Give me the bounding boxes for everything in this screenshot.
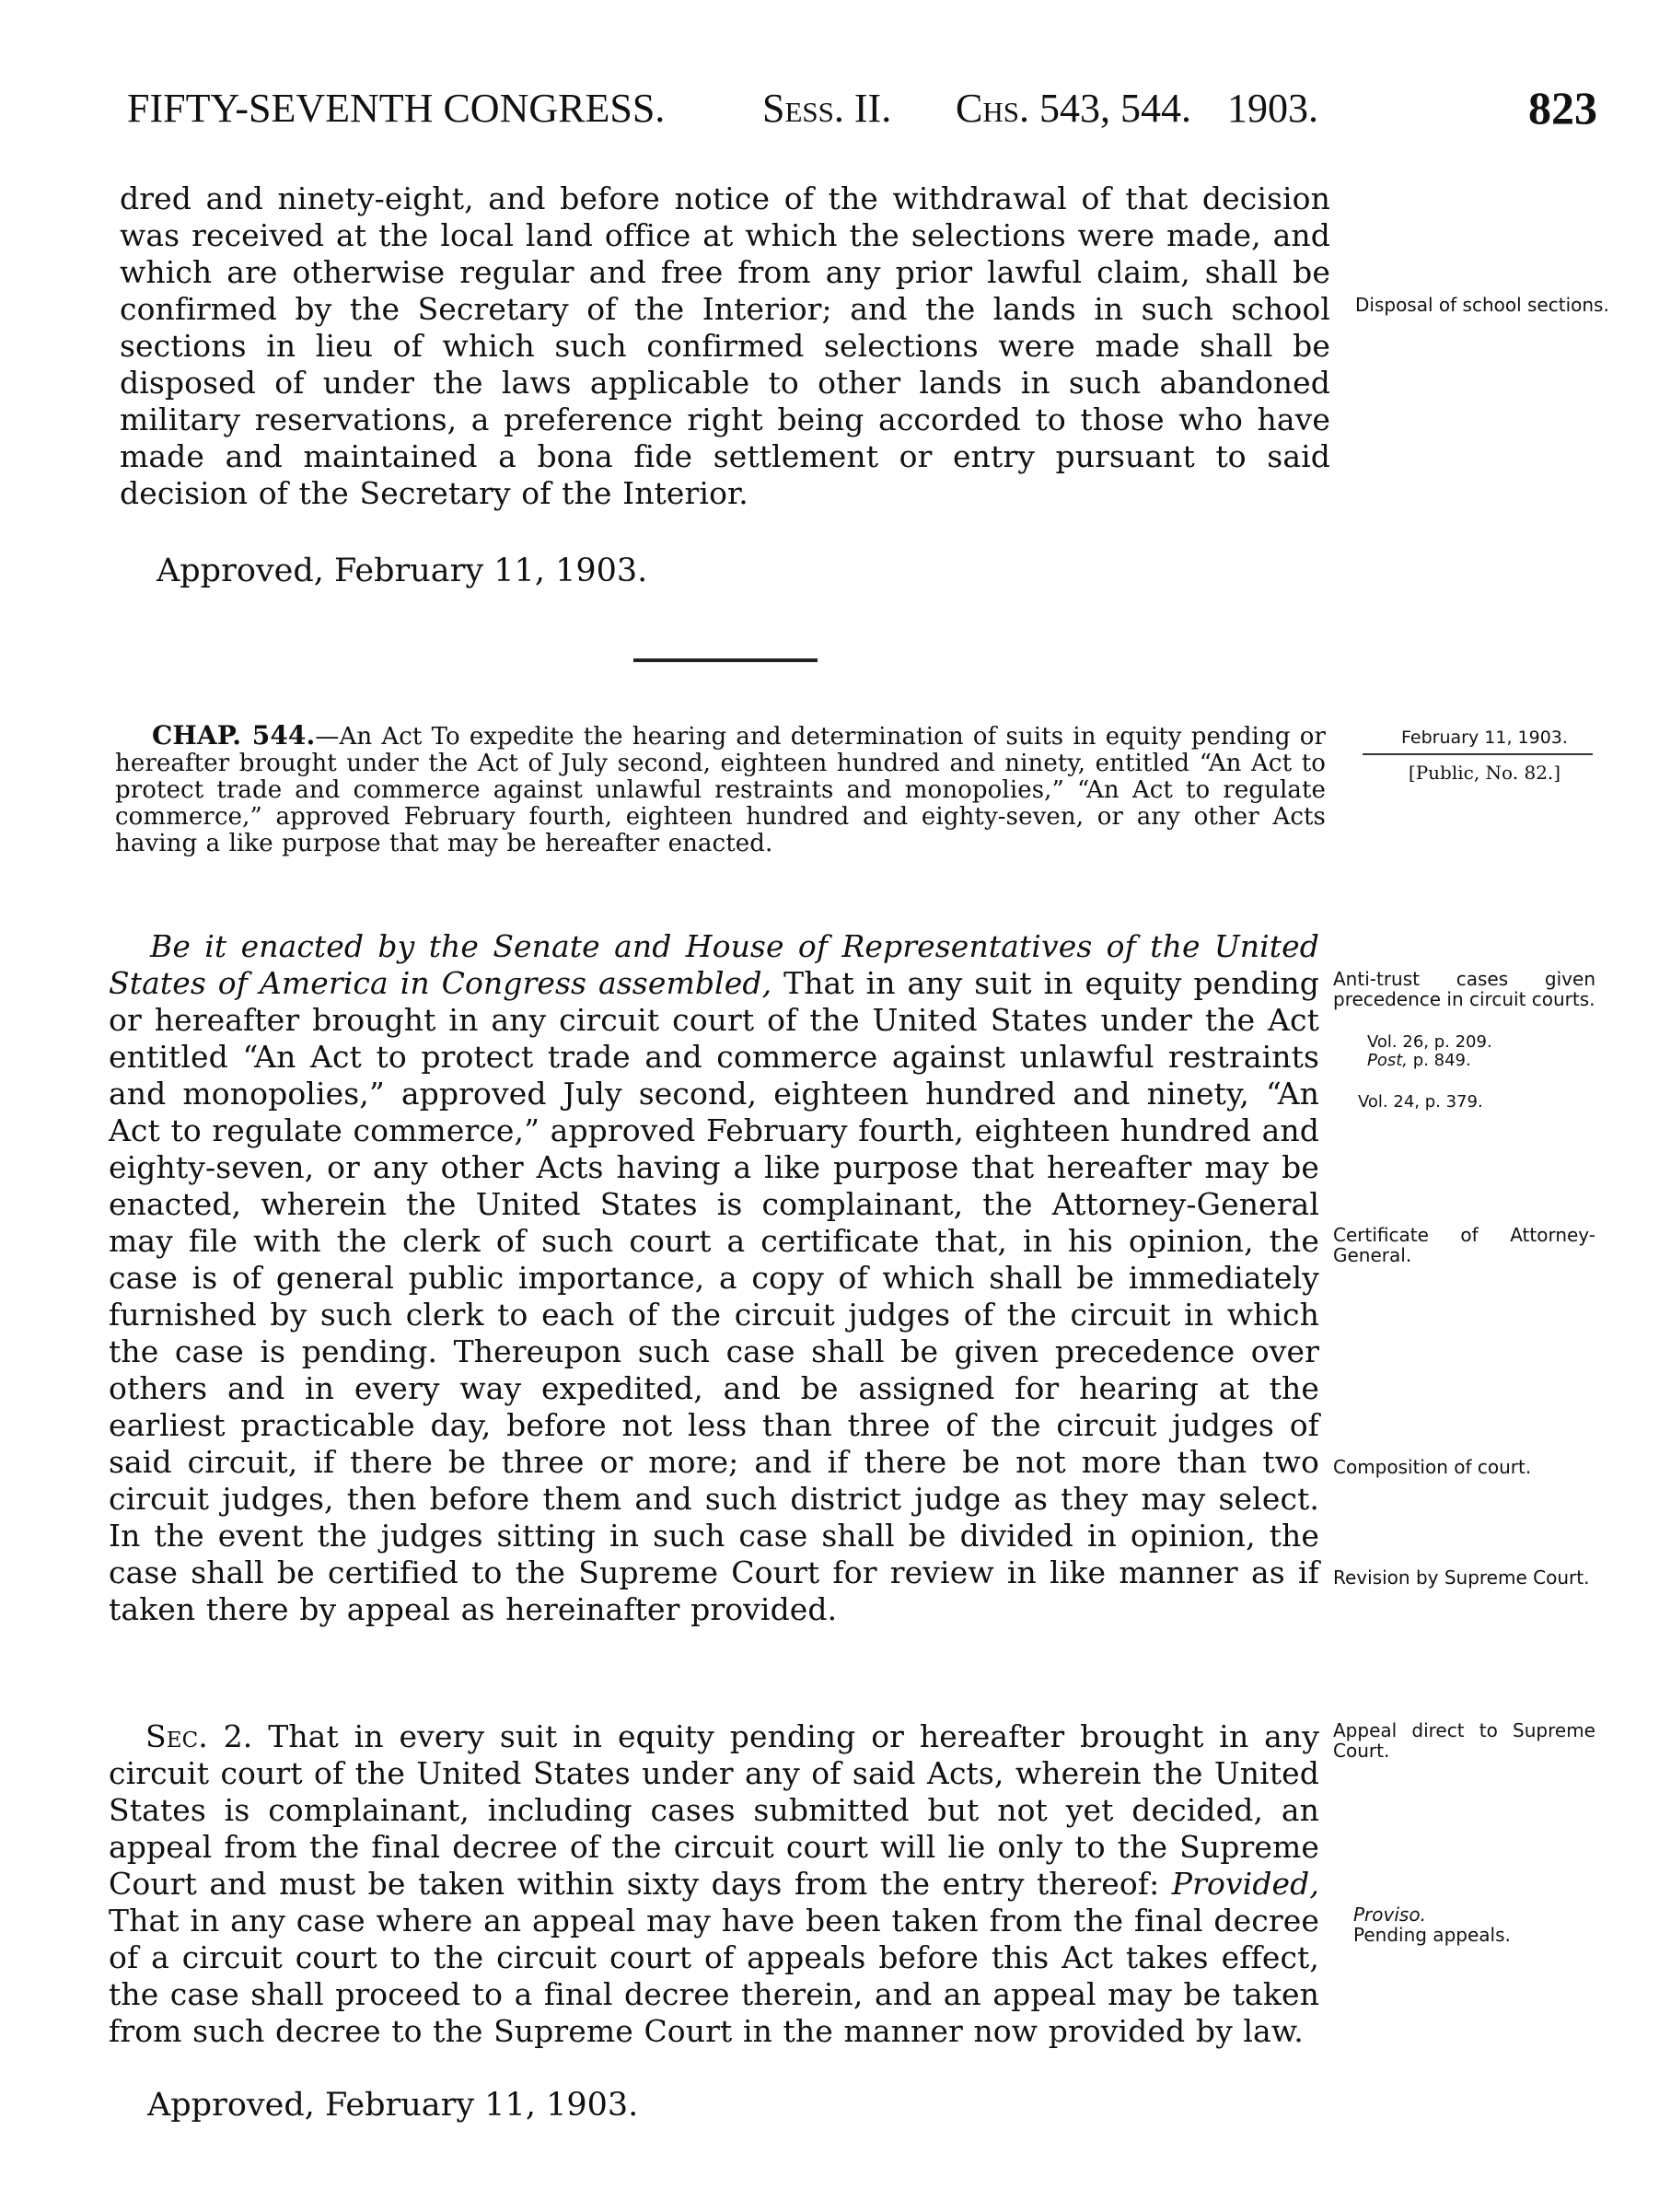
chapter-approved: Approved, February 11, 1903. <box>147 2087 639 2124</box>
section-2 <box>109 1718 1319 2050</box>
margin-note-vol26 <box>1367 1033 1505 1070</box>
proviso-label: Proviso. <box>1353 1903 1426 1926</box>
section-divider <box>633 658 818 662</box>
proviso-word: Provided, <box>1171 1866 1319 1902</box>
chapter-title: —An Act To expedite the hearing and determination of suits in equity pending or hereafter brought under the Act of July second, eighteen hundred and ninety, entitled “An Act to protect trade and commerce against unlawful restraints and monopolies,” “An Act to regulate commerce,” approved February fourth, eighteen hundred and eighty-seven, or any other Acts having a like purpose that may be hereafter enacted. <box>115 723 1327 857</box>
chapter-label: CHAP. 544. <box>152 720 316 751</box>
margin-note-revision: Revision by Supreme Court. <box>1333 1566 1590 1589</box>
running-head <box>127 82 1600 140</box>
post-ref <box>1367 1052 1505 1070</box>
enacting-clause: Be it enacted by the Senate and House of Representatives of the United States of America in Congress assembled, <box>109 928 1319 1001</box>
margin-note-date: February 11, 1903. <box>1401 728 1568 748</box>
year-label: 1903. <box>1227 86 1318 131</box>
margin-note-vol24: Vol. 24, p. 379. <box>1358 1092 1483 1112</box>
post-page: p. 849. <box>1412 1051 1471 1070</box>
page-number: 823 <box>1528 82 1597 134</box>
session-label: Sess. II. <box>762 86 892 131</box>
chapters-label: Chs. 543, 544. <box>956 86 1191 131</box>
congress-title: FIFTY-SEVENTH CONGRESS. <box>127 86 666 131</box>
continuation-approved: Approved, February 11, 1903. <box>157 553 648 589</box>
margin-note-proviso <box>1353 1904 1537 1945</box>
section-1-text: That in any suit in equity pending or hereafter brought in any circuit court of the United States under the Act entitled “An Act to protect trade and commerce against unlawful restraints and monopolies,” approved July second, eighteen hundred and ninety, “An Act to regulate commerce,” approved February fourth, eighteen hundred and eighty-seven, or any other Acts having a like purpose that hereafter may be enacted, wherein the United States is complainant, the Attorney-General may file with the clerk of such court a certificate that, in his opinion, the case is of general public importance, a copy of which shall be immediately furnished by such clerk to each of the circuit judges of the circuit in which the case is pending. Thereupon such case shall be given precedence over others and in every way expedited, and be assigned for hearing at the earliest practicable day, before not less than three of the circuit judges of said circuit, if there be three or more; and if there be not more than two circuit judges, then before them and such district judge as they may select. In the event the judges sitting in such case shall be divided in opinion, the case shall be certified to the Supreme Court for review in like manner as if taken there by appeal as hereinafter provided. <box>109 965 1320 1627</box>
section-1 <box>109 928 1319 1628</box>
chapter-heading <box>115 722 1326 857</box>
section-2-label: Sec. 2. <box>145 1718 253 1754</box>
vol26-ref: Vol. 26, p. 209. <box>1367 1032 1492 1052</box>
margin-note-antitrust: Anti-trust cases given precedence in circuit courts. <box>1333 968 1595 1010</box>
margin-note-disposal: Disposal of school sections. <box>1355 294 1609 316</box>
margin-note-appeal: Appeal direct to Supreme Court. <box>1333 1719 1595 1762</box>
section-2-text-b: That in any case where an appeal may have been taken from the final decree of a circuit court to the circuit court of appeals before this Act takes effect, the case shall proceed to a final decree therein, and an appeal may be taken from such decree to the Supreme Court in the manner now provided by law. <box>109 1903 1319 2049</box>
margin-note-composition: Composition of court. <box>1333 1456 1532 1478</box>
margin-note-certificate: Certificate of Attorney-General. <box>1333 1224 1595 1266</box>
post-word: Post, <box>1367 1051 1409 1070</box>
section-2-text-a: That in every suit in equity pending or hereafter brought in any circuit court of the United States under any of said Acts, wherein the United States is complainant, including cases submitted but not yet decided, an appeal from the final decree of the circuit court will lie only to the Supreme Court and must be taken within sixty days from the entry thereof: <box>109 1718 1319 1902</box>
pending-label: Pending appeals. <box>1353 1924 1511 1946</box>
margin-rule <box>1363 753 1593 755</box>
continuation-paragraph: dred and ninety-eight, and before notice of the withdrawal of that decision was received at the local land office at which the selections were made, and which are otherwise regular and free from any prior lawful claim, shall be confirmed by the Secretary of the Interior; and the lands in such school sections in lieu of which such confirmed selections were made shall be disposed of under the laws applicable to other lands in such abandoned military reservations, a preference right being accorded to those who have made and maintained a bona fide settlement or entry pursuant to said decision of the Secretary of the Interior. <box>120 180 1330 511</box>
margin-note-public: [Public, No. 82.] <box>1408 762 1561 784</box>
